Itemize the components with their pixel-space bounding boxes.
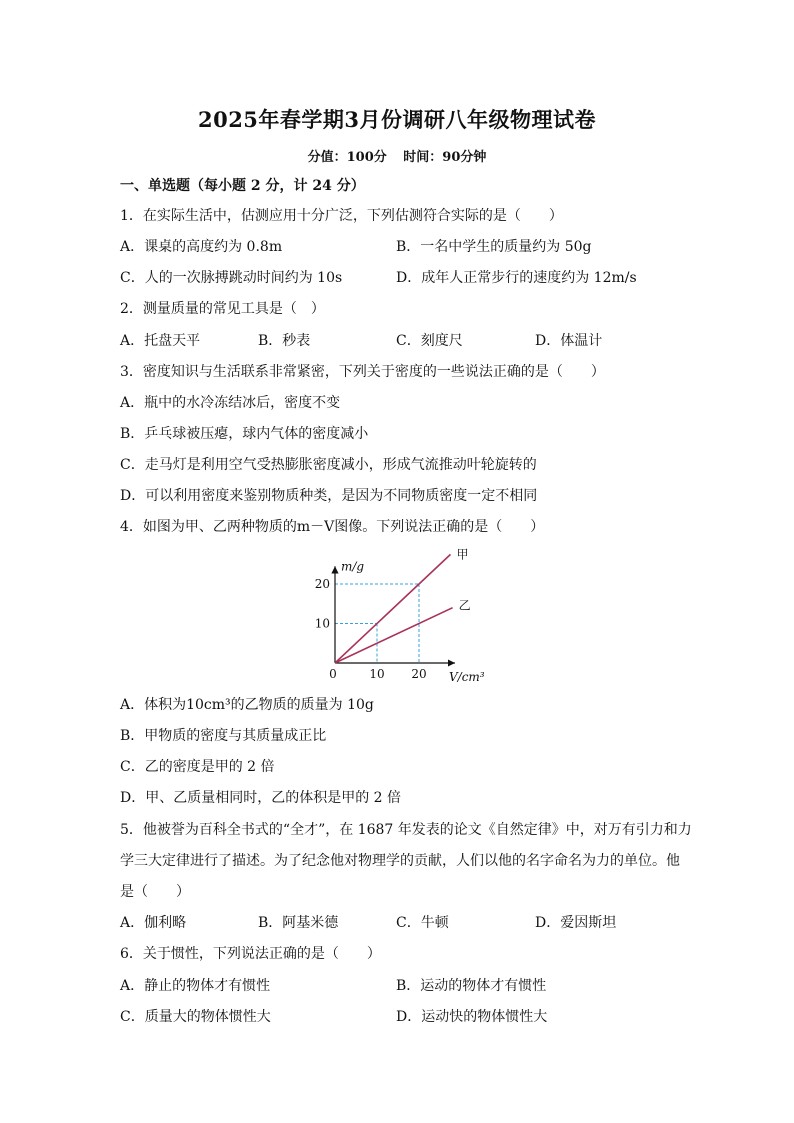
section-heading: 一、单选题（每小题 2 分，计 24 分） [120,178,365,194]
y-axis-label: m/g [341,559,365,574]
question-4-option-b: B．甲物质的密度与其质量成正比 [120,728,327,744]
series-label-2: 乙 [458,598,471,613]
question-1-option-c: C．人的一次脉搏跳动时间约为 10s [120,270,343,286]
question-1-option-d: D．成年人正常步行的速度约为 12m/s [396,270,637,286]
question-4-option-c: C．乙的密度是甲的 2 倍 [120,759,275,775]
question-4-option-d: D．甲、乙质量相同时，乙的体积是甲的 2 倍 [120,790,402,806]
question-6-stem: 6．关于惯性，下列说法正确的是（ ） [120,946,381,962]
question-3-option-c: C．走马灯是利用空气受热膨胀密度减小，形成气流推动叶轮旋转的 [120,457,537,473]
exam-title: 2025年春学期3月份调研八年级物理试卷 [197,107,597,132]
x-axis-label: V/cm³ [449,670,485,684]
question-4-option-a: A．体积为10cm³的乙物质的质量为 10g [120,697,374,713]
question-5-option-b: B．阿基米德 [258,915,339,931]
question-4-stem: 4．如图为甲、乙两种物质的m－V图像。下列说法正确的是（ ） [120,519,545,535]
y-tick-label-10: 10 [314,616,330,631]
question-6-option-a: A．静止的物体才有惯性 [120,978,271,994]
question-2-option-b: B．秒表 [258,333,311,349]
x-tick-label-10: 10 [369,667,385,681]
m-v-graph [300,545,500,690]
question-1-option-b: B．一名中学生的质量约为 50g [396,239,592,255]
question-3-option-b: B．乒乓球被压瘪，球内气体的密度减小 [120,426,369,442]
series-label-1: 甲 [456,547,469,562]
x-tick-label-20: 20 [411,667,427,681]
question-2-option-c: C．刻度尺 [396,333,463,349]
exam-meta [0,146,794,165]
question-5-option-a: A．伽利略 [120,915,187,931]
question-2-option-a: A．托盘天平 [120,333,201,349]
question-5-stem-line-3: 是（ ） [120,884,190,900]
question-6-option-c: C．质量大的物体惯性大 [120,1009,271,1025]
question-1-stem: 1．在实际生活中，估测应用十分广泛，下列估测符合实际的是（ ） [120,208,563,224]
question-3-option-d: D．可以利用密度来鉴别物质种类，是因为不同物质密度一定不相同 [120,488,538,504]
question-3-stem: 3．密度知识与生活联系非常紧密，下列关于密度的一些说法正确的是（ ） [120,364,605,380]
score-label: 分值：100分 [307,150,387,165]
question-5-stem-line-2: 学三大定律进行了描述。为了纪念他对物理学的贡献，人们以他的名字命名为力的单位。他 [120,853,680,869]
question-2-stem: 2．测量质量的常见工具是（ ） [120,301,325,317]
question-1-option-a: A．课桌的高度约为 0.8m [120,239,283,255]
question-6-option-b: B．运动的物体才有惯性 [396,978,547,994]
question-5-option-c: C．牛顿 [396,915,449,931]
x-tick-label-0: 0 [329,667,337,681]
series-line-2 [335,608,453,663]
question-2-option-d: D．体温计 [535,333,603,349]
question-5-option-d: D．爱因斯坦 [535,915,617,931]
y-tick-label-20: 20 [314,577,330,591]
time-label: 时间：90分钟 [403,150,487,165]
question-3-option-a: A．瓶中的水冷冻结冰后，密度不变 [120,395,341,411]
question-5-stem-line-1: 5．他被誉为百科全书式的“全才”，在 1687 年发表的论文《自然定律》中，对万有引力和力 [120,822,692,838]
question-6-option-d: D．运动快的物体惯性大 [396,1009,548,1025]
